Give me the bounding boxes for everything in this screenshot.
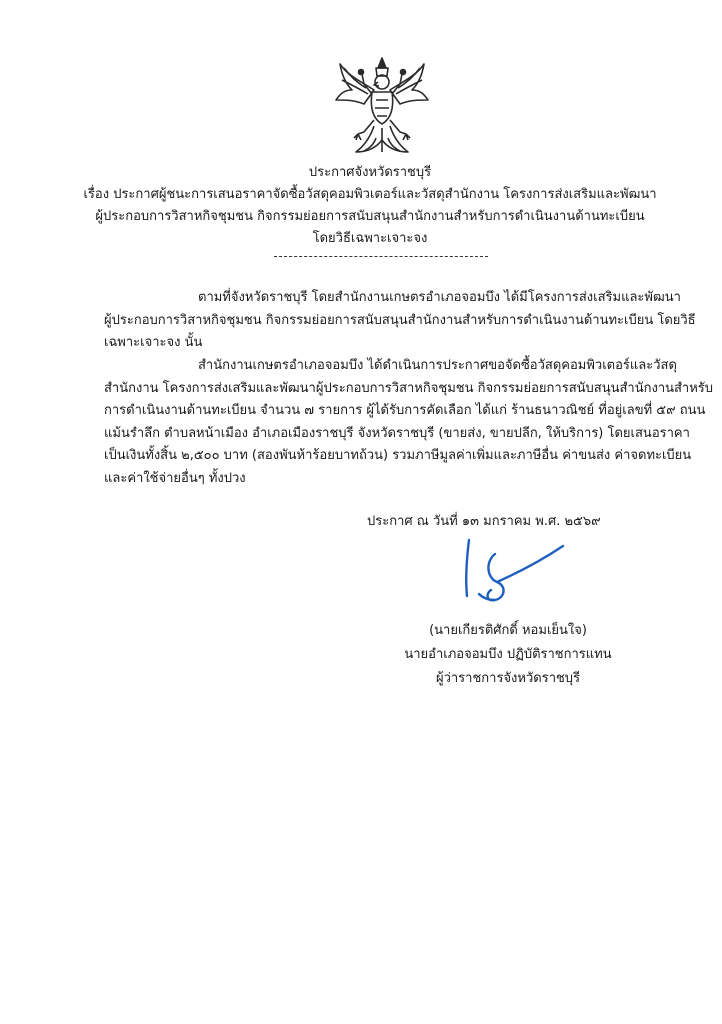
handwritten-signature: [455, 532, 575, 612]
paragraph-2-line-6: และค่าใช้จ่ายอื่นๆ ทั้งปวง: [104, 470, 246, 486]
paragraph-2-line-5: เป็นเงินทั้งสิ้น ๒,๕๐๐ บาท (สองพันห้าร้อยบาทถ้วน) รวมภาษีมูลค่าเพิ่มและภาษีอื่น ค่าขนส่ง ค่าจดทะเบียน: [104, 448, 692, 463]
garuda-emblem-icon: [334, 54, 430, 158]
signatory-name: (นายเกียรติศักดิ์ หอมเย็นใจ): [429, 623, 587, 638]
paragraph-2: [104, 355, 713, 490]
signatory-position-1: นายอำเภอจอมบึง ปฏิบัติราชการแทน: [404, 647, 612, 662]
signature-block: [388, 619, 628, 691]
paragraph-2-line-4: แม้นรำลึก ตำบลหน้าเมือง อำเภอเมืองราชบุรี จังหวัดราชบุรี (ขายส่ง, ขายปลีก, ให้บริการ) โดยเสนอราคา: [104, 425, 690, 441]
subject-line-1: เรื่อง ประกาศผู้ชนะการเสนอราคาจัดซื้อวัสดุคอมพิวเตอร์และวัสดุสำนักงาน โครงการส่งเสริมและพัฒนา: [83, 187, 657, 202]
paragraph-1-line-3: เฉพาะเจาะจง นั้น: [104, 335, 203, 350]
header-divider: [274, 256, 488, 257]
subject-line-3: โดยวิธีเฉพาะเจาะจง: [312, 231, 428, 246]
paragraph-2-line-3: การดำเนินงานด้านทะเบียน จำนวน ๗ รายการ ผู้ได้รับการคัดเลือก ได้แก่ ร้านธนาวณิชย์ ที่อยู่เลขที่ ๕๙ ถนน: [104, 403, 706, 418]
issuer-title: ประกาศจังหวัดราชบุรี: [308, 165, 432, 180]
document-header: [60, 162, 680, 250]
signatory-position-2: ผู้ว่าราชการจังหวัดราชบุรี: [435, 671, 581, 686]
paragraph-1: [104, 287, 696, 355]
paragraph-2-line-1: สำนักงานเกษตรอำเภอจอมบึง ได้ดำเนินการประกาศขอจัดซื้อวัสดุคอมพิวเตอร์และวัสดุ: [198, 358, 677, 373]
paragraph-1-line-1: ตามที่จังหวัดราชบุรี โดยสำนักงานเกษตรอำเภอจอมบึง ได้มีโครงการส่งเสริมและพัฒนา: [198, 290, 681, 305]
paragraph-2-line-2: สำนักงาน โครงการส่งเสริมและพัฒนาผู้ประกอบการวิสาหกิจชุมชน กิจกรรมย่อยการสนับสนุนสำนักงานสำหรับ: [104, 380, 714, 396]
subject-line-2: ผู้ประกอบการวิสาหกิจชุมชน กิจกรรมย่อยการสนับสนุนสำนักงานสำหรับการดำเนินงานด้านทะเบียน: [95, 209, 645, 224]
paragraph-1-line-2: ผู้ประกอบการวิสาหกิจชุมชน กิจกรรมย่อยการสนับสนุนสำนักงานสำหรับการดำเนินงานด้านทะเบียน โดยวิธี: [104, 312, 696, 328]
announcement-date: ประกาศ ณ วันที่ ๑๓ มกราคม พ.ศ. ๒๕๖๙: [367, 514, 601, 529]
